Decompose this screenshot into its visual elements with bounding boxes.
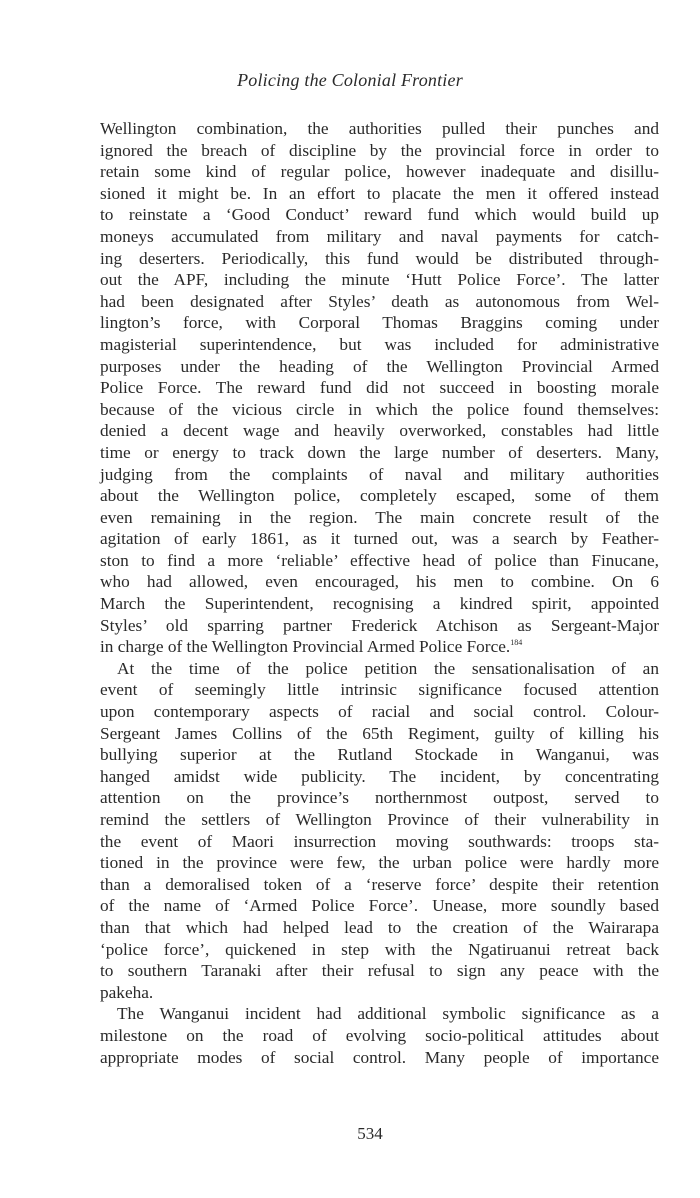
- text-line: judging from the complaints of naval and military authorities: [100, 464, 659, 484]
- text-line: attention on the province’s northernmost outpost, served to: [100, 788, 659, 808]
- text-line: Police Force. The reward fund did not succeed in boosting morale: [100, 378, 659, 398]
- page-number: 534: [357, 1124, 383, 1143]
- text-line: to reinstate a ‘Good Conduct’ reward fund which would build up: [100, 205, 659, 225]
- text-line: magisterial superintendence, but was included for administrative: [100, 334, 659, 354]
- text-line: appropriate modes of social control. Many people of importance: [100, 1047, 659, 1067]
- text-line: March the Superintendent, recognising a kindred spirit, appointed: [100, 594, 659, 614]
- text-line: purposes under the heading of the Wellington Provincial Armed: [100, 356, 659, 376]
- text-line: ‘police force’, quickened in step with the Ngatiruanui retreat back: [100, 939, 659, 959]
- body-text: [100, 118, 659, 1068]
- text-line: ing deserters. Periodically, this fund would be distributed through-: [100, 248, 659, 268]
- text-line: Wellington combination, the authorities pulled their punches and: [100, 119, 659, 138]
- text-line: upon contemporary aspects of racial and social control. Colour-: [100, 702, 659, 722]
- running-head: Policing the Colonial Frontier: [237, 70, 463, 90]
- text-line: who had allowed, even encouraged, his men to combine. On 6: [100, 572, 659, 592]
- text-line: because of the vicious circle in which the police found themselves:: [100, 399, 659, 419]
- text-line: sioned it might be. In an effort to placate the men it offered instead: [100, 183, 659, 203]
- text-line: moneys accumulated from military and naval payments for catch-: [100, 226, 659, 246]
- text-line: in charge of the Wellington Provincial Armed Police Force.$^{184}$: [100, 637, 523, 657]
- text-line: had been designated after Styles’ death as autonomous from Wel-: [100, 291, 659, 311]
- text-line: retain some kind of regular police, however inadequate and disillu-: [100, 162, 659, 182]
- text-line: bullying superior at the Rutland Stockade in Wanganui, was: [100, 745, 659, 765]
- text-line: Styles’ old sparring partner Frederick Atchison as Sergeant-Major: [100, 615, 659, 635]
- text-line: out the APF, including the minute ‘Hutt Police Force’. The latter: [100, 270, 659, 290]
- paragraph: [100, 658, 659, 1004]
- text-line: about the Wellington police, completely escaped, some of them: [100, 486, 659, 506]
- text-line: event of seemingly little intrinsic significance focused attention: [100, 680, 659, 700]
- text-line: ignored the breach of discipline by the provincial force in order to: [100, 140, 659, 160]
- text-line: Sergeant James Collins of the 65th Regiment, guilty of killing his: [100, 723, 659, 743]
- text-line: tioned in the province were few, the urban police were hardly more: [100, 853, 659, 873]
- paragraph: [100, 1003, 659, 1068]
- text-line: to southern Taranaki after their refusal to sign any peace with the: [100, 961, 659, 981]
- text-line: milestone on the road of evolving socio-political attitudes about: [100, 1025, 659, 1045]
- text-line: than a demoralised token of a ‘reserve force’ despite their retention: [100, 874, 659, 894]
- text-line: The Wanganui incident had additional symbolic significance as a: [117, 1004, 659, 1024]
- text-line: remind the settlers of Wellington Province of their vulnerability in: [100, 810, 659, 829]
- text-line: time or energy to track down the large number of deserters. Many,: [100, 442, 659, 462]
- footnote-reference: 184: [510, 638, 523, 648]
- text-line: ston to find a more ‘reliable’ effective head of police than Finucane,: [100, 550, 659, 570]
- text-line: of the name of ‘Armed Police Force’. Unease, more soundly based: [100, 896, 659, 916]
- text-line: pakeha.: [100, 982, 154, 1002]
- text-line: the event of Maori insurrection moving southwards: troops sta-: [100, 831, 659, 851]
- text-line: agitation of early 1861, as it turned out, was a search by Feather-: [100, 529, 659, 549]
- text-line: lington’s force, with Corporal Thomas Braggins coming under: [100, 313, 659, 333]
- text-line: even remaining in the region. The main concrete result of the: [100, 507, 659, 527]
- text-line: At the time of the police petition the sensationalisation of an: [117, 658, 659, 678]
- paragraph: [100, 118, 659, 658]
- text-line: hanged amidst wide publicity. The incident, by concentrating: [100, 766, 659, 786]
- text-line: denied a decent wage and heavily overworked, constables had little: [100, 421, 659, 441]
- text-line: than that which had helped lead to the creation of the Wairarapa: [100, 917, 659, 937]
